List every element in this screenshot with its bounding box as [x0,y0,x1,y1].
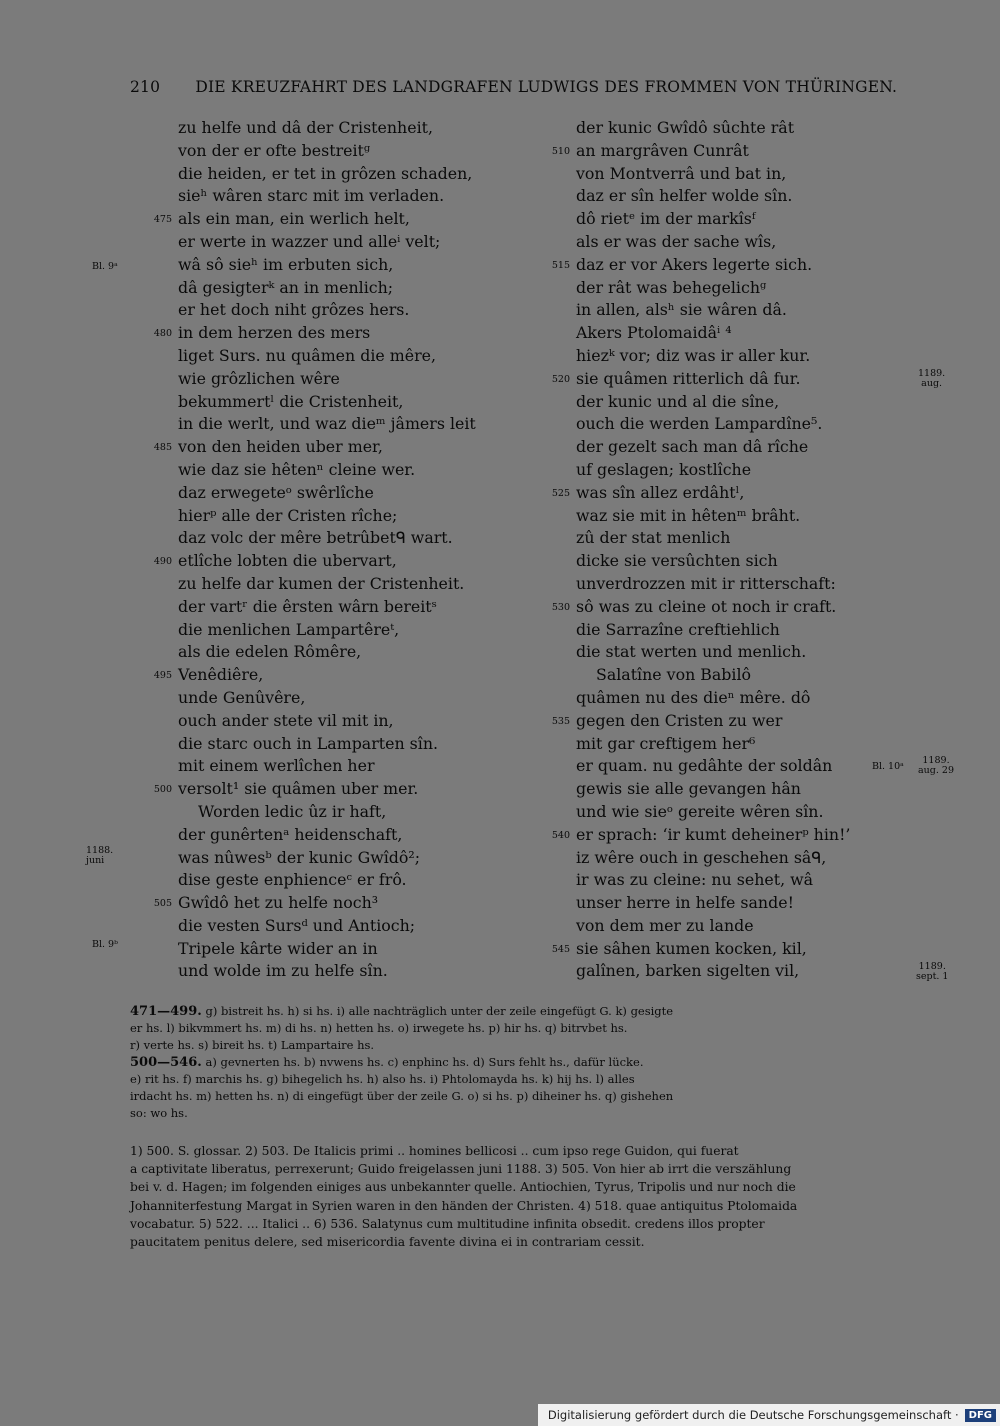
margin-date-1189b-year: 1189. [922,755,950,766]
verse-line [153,892,518,915]
verse-line [576,345,876,368]
verse-line [178,710,518,733]
verse-line [576,208,876,231]
margin-date-1189b-day: aug. 29 [918,765,954,776]
footnote-line: Johanniterfestung Margat in Syrien waren in den händen der Christen. 4) 518. quae antiquitus Ptolomaida [130,1198,798,1213]
right-verse-column [551,117,876,983]
margin-date-1189c [916,962,948,982]
verse-text: daz er vor Akers legerte sich. [576,254,813,274]
verse-line [178,391,518,414]
verse-text: die menlichen Lampartêreᵗ, [178,619,400,639]
verse-line [576,231,876,254]
verse-line [576,619,876,642]
verse-line [153,664,518,687]
verse-text: die stat werten und menlich. [576,642,807,662]
verse-line [576,573,876,596]
dfg-logo: DFG [965,1409,996,1422]
verse-text: er sprach: ‘ir kumt deheinerᵖ hin!’ [576,824,851,844]
verse-line [153,778,518,801]
apparatus-line: so: wo hs. [130,1106,188,1120]
verse-text: sieʰ wâren starc mit im verladen. [178,186,445,206]
verse-number: 530 [551,601,570,613]
verse-text: der kunic Gwîdô sûchte rât [576,118,795,137]
verse-text: von Montverrâ und bat in, [576,163,787,183]
verse-line [576,527,876,550]
verse-line [178,847,518,870]
verse-text: ouch ander stete vil mit in, [178,710,394,730]
verse-line [178,755,518,778]
verse-text: von dem mer zu lande [576,915,754,935]
verse-text: Venêdiêre, [178,665,264,685]
apparatus-line: er hs. l) bikvmmert hs. m) di hs. n) hetten hs. o) irwegete hs. p) hir hs. q) bitrvbet hs. [130,1021,628,1035]
verse-number: 485 [153,442,172,454]
verse-number: 515 [551,259,570,271]
verse-text: hierᵖ alle der Cristen rîche; [178,505,398,525]
critical-apparatus [130,1003,920,1122]
verse-text: wie grôzlichen wêre [178,368,340,388]
margin-folio-bl9b: Bl. 9ᵇ [92,939,118,950]
verse-text: mit einem werlîchen her [178,756,375,776]
apparatus-range: 471—499. [130,1004,202,1019]
verse-text: sie quâmen ritterlich dâ fur. [576,368,801,388]
verse-text: unverdrozzen mit ir ritterschaft: [576,573,836,593]
verse-text: die starc ouch in Lamparten sîn. [178,733,439,753]
verse-line [178,915,518,938]
page-number: 210 [130,78,161,96]
footnote-line: bei v. d. Hagen; im folgenden einiges aus unbekannter quelle. Antiochien, Tyrus, Tripolis und nur noch die [130,1180,796,1195]
verse-line [178,163,518,186]
verse-text: hiezᵏ vor; diz was ir aller kur. [576,345,811,365]
margin-date-1188-month: juni [86,855,105,866]
verse-line [576,505,876,528]
verse-text: zu helfe dar kumen der Cristenheit. [178,573,465,593]
page-header [130,78,897,96]
verse-text: als ein man, ein werlich helt, [178,209,410,229]
verse-text: unde Genûvêre, [178,687,306,707]
verse-number: 525 [551,487,570,499]
verse-line [576,960,876,983]
verse-text: Akers Ptolomaidâⁱ ⁴ [576,323,732,343]
verse-text: Salatîne von Babilô [596,665,752,685]
verse-line [576,299,876,322]
verse-text: der vartʳ die êrsten wârn bereitˢ [178,596,437,616]
verse-line [178,117,518,140]
verse-line [576,892,876,915]
verse-text: von der er ofte bestreitᵍ [178,140,371,160]
verse-text: dicke sie versûchten sich [576,551,778,571]
verse-text: iz wêre ouch in geschehen sâᑫ, [576,847,827,867]
verse-text: daz er sîn helfer wolde sîn. [576,186,793,206]
verse-number: 480 [153,328,172,340]
verse-line [576,687,876,710]
verse-text: gewis sie alle gevangen hân [576,779,801,799]
margin-date-1188-year: 1188. [86,845,114,856]
verse-text: die heiden, er tet in grôzen schaden, [178,163,473,183]
left-verse-column [153,117,518,983]
verse-line [551,710,876,733]
verse-line [153,436,518,459]
verse-text: in allen, alsʰ sie wâren dâ. [576,300,787,320]
verse-line [178,231,518,254]
verse-number: 510 [551,145,570,157]
verse-text: zû der stat menlich [576,528,731,548]
margin-date-1189c-year: 1189. [918,961,946,972]
verse-text: zu helfe und dâ der Cristenheit, [178,118,433,137]
verse-text: etlîche lobten die ubervart, [178,551,397,571]
verse-line [178,299,518,322]
margin-date-1188 [86,846,113,866]
verse-line [576,869,876,892]
verse-text: daz erwegeteᵒ swêrlîche [178,482,374,502]
verse-text: in die werlt, und waz dieᵐ jâmers leit [178,414,476,434]
margin-date-1189a [918,369,945,389]
verse-text: Gwîdô het zu helfe noch³ [178,893,379,913]
apparatus-text: a) gevnerten hs. b) nvwens hs. c) enphinc hs. d) Surs fehlt hs., dafür lücke. [201,1055,644,1069]
verse-line [178,482,518,505]
verse-line [178,824,518,847]
verse-line [551,596,876,619]
verse-text: liget Surs. nu quâmen die mêre, [178,345,437,365]
verse-text: galînen, barken sigelten vil, [576,961,800,981]
verse-line [153,550,518,573]
verse-text: was nûwesᵇ der kunic Gwîdô²; [178,847,421,867]
verse-line [576,322,876,345]
verse-text: von den heiden uber mer, [178,437,383,457]
verse-line [576,778,876,801]
verse-line [178,801,518,824]
verse-number: 540 [551,829,570,841]
verse-text: der gunêrtenᵃ heidenschaft, [178,824,403,844]
verse-line [576,413,876,436]
verse-line [178,573,518,596]
margin-date-1189c-day: sept. 1 [916,971,949,982]
verse-line [551,824,876,847]
verse-line [178,869,518,892]
verse-line [576,915,876,938]
footer-credit: Digitalisierung gefördert durch die Deutsche Forschungsgemeinschaft · [547,1408,959,1422]
verse-line [576,641,876,664]
verse-text: waz sie mit in hêtenᵐ brâht. [576,505,801,525]
verse-line [576,664,876,687]
margin-date-1189a-year: 1189. [918,368,946,379]
verse-number: 520 [551,373,570,385]
running-title: DIE KREUZFAHRT DES LANDGRAFEN LUDWIGS DES FROMMEN VON THÜRINGEN. [195,78,898,96]
verse-text: daz volc der mêre betrûbetᑫ wart. [178,528,453,548]
verse-line [178,960,518,983]
apparatus-line: e) rit hs. f) marchis hs. g) bihegelich hs. h) also hs. i) Phtolomayda hs. k) hij hs. l) alles [130,1072,635,1086]
verse-text: er quam. nu gedâhte der soldân [576,756,833,776]
footnote-line: a captivitate liberatus, perrexerunt; Guido freigelassen juni 1188. 3) 505. Von hier ab irrt die verszählung [130,1162,792,1177]
verse-line [551,254,876,277]
verse-line [576,436,876,459]
verse-text: gegen den Cristen zu wer [576,710,783,730]
apparatus-line: r) verte hs. s) bireit hs. t) Lampartaire hs. [130,1038,375,1052]
verse-line [178,140,518,163]
footnotes [130,1142,920,1251]
verse-text: der gezelt sach man dâ rîche [576,437,809,457]
verse-line [153,208,518,231]
verse-line [178,254,518,277]
footnote-line: vocabatur. 5) 522. ... Italici .. 6) 536. Salatynus cum multitudine infinita obsedit. credens illos propter [130,1216,765,1231]
verse-text: Tripele kârte wider an in [178,938,378,958]
margin-date-1189a-month: aug. [921,378,943,389]
footnote-line: paucitatem penitus delere, sed misericordia favente divina ei in contrariam cessit. [130,1235,645,1250]
verse-text: der rât was behegelichᵍ [576,277,767,297]
verse-text: bekummertˡ die Cristenheit, [178,391,404,411]
margin-folio-bl10a: Bl. 10ᵃ [872,761,904,772]
verse-line [576,755,876,778]
apparatus-text: g) bistreit hs. h) si hs. i) alle nachträglich unter der zeile eingefügt G. k) gesigte [201,1004,674,1018]
verse-text: sô was zu cleine ot noch ir craft. [576,596,837,616]
verse-line [576,733,876,756]
verse-text: ouch die werden Lampardîne⁵. [576,414,823,434]
verse-line [576,163,876,186]
verse-text: sie sâhen kumen kocken, kil, [576,938,807,958]
verse-line [178,185,518,208]
verse-text: quâmen nu des dieⁿ mêre. dô [576,687,811,707]
verse-text: er werte in wazzer und alleⁱ velt; [178,231,441,251]
verse-text: in dem herzen des mers [178,323,371,343]
verse-line [178,459,518,482]
verse-line [551,482,876,505]
verse-text: an margrâven Cunrât [576,140,749,160]
verse-line [576,550,876,573]
verse-text: die Sarrazîne creftiehlich [576,619,780,639]
footnote-line: 1) 500. S. glossar. 2) 503. De Italicis primi .. homines bellicosi .. cum ipso rege Guidon, qui fuerat [130,1144,739,1158]
verse-line [576,185,876,208]
verse-line [551,368,876,391]
verse-line [178,368,518,391]
verse-line [178,505,518,528]
verse-number: 535 [551,715,570,727]
verse-line [551,938,876,961]
apparatus-range: 500—546. [130,1055,202,1070]
verse-text: er het doch niht grôzes hers. [178,300,410,320]
digitization-footer [538,1404,1000,1426]
verse-text: mit gar creftigem her⁶ [576,733,756,753]
verse-text: Worden ledic ûz ir haft, [198,801,387,821]
verse-text: wâ sô sieʰ im erbuten sich, [178,254,394,274]
verse-line [178,733,518,756]
verse-text: unser herre in helfe sande! [576,893,794,913]
verse-number: 500 [153,784,172,796]
verse-number: 495 [153,670,172,682]
verse-text: die vesten Sursᵈ und Antioch; [178,915,416,935]
verse-line [551,140,876,163]
verse-number: 490 [153,556,172,568]
verse-number: 505 [153,898,172,910]
verse-line [178,277,518,300]
margin-folio-bl9a: Bl. 9ᵃ [92,261,118,272]
verse-line [178,619,518,642]
verse-text: als er was der sache wîs, [576,231,777,251]
verse-line [178,596,518,619]
verse-line [576,277,876,300]
verse-line [178,938,518,961]
verse-line [576,459,876,482]
verse-text: und wie sieᵒ gereite wêren sîn. [576,801,824,821]
verse-line [576,391,876,414]
verse-text: wie daz sie hêtenⁿ cleine wer. [178,459,416,479]
verse-line [178,527,518,550]
verse-text: dô rietᵉ im der markîsᶠ [576,209,756,229]
verse-line [178,641,518,664]
verse-number: 475 [153,214,172,226]
verse-line [576,801,876,824]
apparatus-line [130,1003,920,1020]
verse-text: der kunic und al die sîne, [576,391,780,411]
verse-line [153,322,518,345]
verse-text: versolt¹ sie quâmen uber mer. [178,779,419,799]
verse-text: ir was zu cleine: nu sehet, wâ [576,870,814,890]
verse-text: dâ gesigterᵏ an in menlich; [178,277,394,297]
verse-line [178,413,518,436]
verse-text: was sîn allez erdâhtˡ, [576,482,745,502]
margin-date-1189b [918,756,954,776]
verse-line [178,345,518,368]
verse-text: dise geste enphienceᶜ er frô. [178,870,407,890]
verse-text: und wolde im zu helfe sîn. [178,961,388,981]
apparatus-line: irdacht hs. m) hetten hs. n) di eingefügt über der zeile G. o) si hs. p) diheiner hs. q) gishehen [130,1089,674,1103]
apparatus-line [130,1054,920,1071]
verse-line [576,847,876,870]
verse-text: uf geslagen; kostlîche [576,459,752,479]
verse-text: als die edelen Rômêre, [178,642,362,662]
verse-number: 545 [551,943,570,955]
verse-line [576,117,876,140]
verse-line [178,687,518,710]
